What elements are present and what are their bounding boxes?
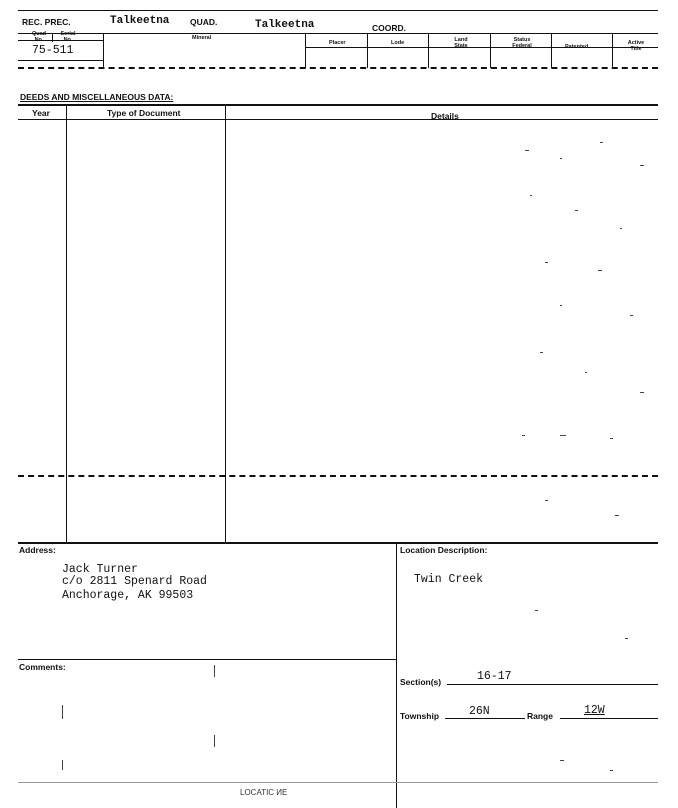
mineral-label: Mineral <box>192 35 212 41</box>
location-divider <box>396 542 397 808</box>
range-underline <box>560 718 658 719</box>
location-description-label: Location Description: <box>400 545 488 555</box>
land-state-label: Land State <box>454 37 468 49</box>
status-rule <box>305 47 658 48</box>
township-underline <box>445 718 525 719</box>
deeds-bottom-rule <box>18 542 658 544</box>
deeds-top-rule <box>18 104 658 106</box>
bleed-rule <box>18 782 658 783</box>
sections-value: 16-17 <box>477 670 512 683</box>
quad-serial-value: 75-511 <box>32 44 74 57</box>
quad-value: Talkeetna <box>255 19 315 31</box>
deeds-header-rule <box>18 119 658 120</box>
rec-prec-label: REC. PREC. <box>22 17 71 27</box>
header-rule <box>18 33 658 34</box>
col-details: Details <box>431 111 459 121</box>
quad-label: QUAD. <box>190 17 218 27</box>
status-federal-label: Status Federal <box>512 37 532 49</box>
address-line-3: Anchorage, AK 99503 <box>62 589 194 602</box>
patented-divider <box>612 33 613 68</box>
sections-underline <box>447 684 658 685</box>
lode-divider <box>428 33 429 68</box>
township-label: Township <box>400 711 440 721</box>
status-divider <box>551 33 552 68</box>
placer-divider <box>367 33 368 68</box>
quad-no-label: Quad No. <box>31 31 47 43</box>
patented-label: Patented <box>565 44 589 50</box>
lode-label: Lode <box>391 40 405 46</box>
comments-label: Comments: <box>19 662 66 672</box>
deeds-section-title: DEEDS AND MISCELLANEOUS DATA: <box>20 92 174 102</box>
mineral-divider <box>305 33 306 68</box>
comments-top-rule <box>18 659 396 660</box>
placer-label: Placer <box>329 40 346 46</box>
subheader-rule <box>18 40 104 41</box>
active-title-label: Active Title <box>627 40 645 52</box>
quad-divider <box>52 33 53 42</box>
rec-prec-value: Talkeetna <box>110 15 170 27</box>
deeds-dashed-cut <box>18 475 658 477</box>
township-value: 26N <box>469 705 490 718</box>
col-type-of-document: Type of Document <box>107 108 181 118</box>
top-border <box>18 10 658 11</box>
header-dashed-cut <box>18 67 658 69</box>
range-value: 12W <box>584 704 605 717</box>
bleed-location-text: LOCATIC ИE <box>240 788 288 797</box>
coord-label: COORD. <box>372 23 406 33</box>
address-label: Address: <box>19 545 56 555</box>
land-divider <box>490 33 491 68</box>
quad-cell-bottom <box>18 60 104 61</box>
address-line-1: Jack Turner <box>62 563 138 576</box>
serial-no-label: Serial No. <box>60 31 76 43</box>
range-label: Range <box>527 711 553 721</box>
address-line-2: c/o 2811 Spenard Road <box>62 575 207 588</box>
sections-label: Section(s) <box>400 677 442 687</box>
serial-divider <box>103 33 104 68</box>
location-description-value: Twin Creek <box>414 573 484 586</box>
col-year: Year <box>32 108 50 118</box>
